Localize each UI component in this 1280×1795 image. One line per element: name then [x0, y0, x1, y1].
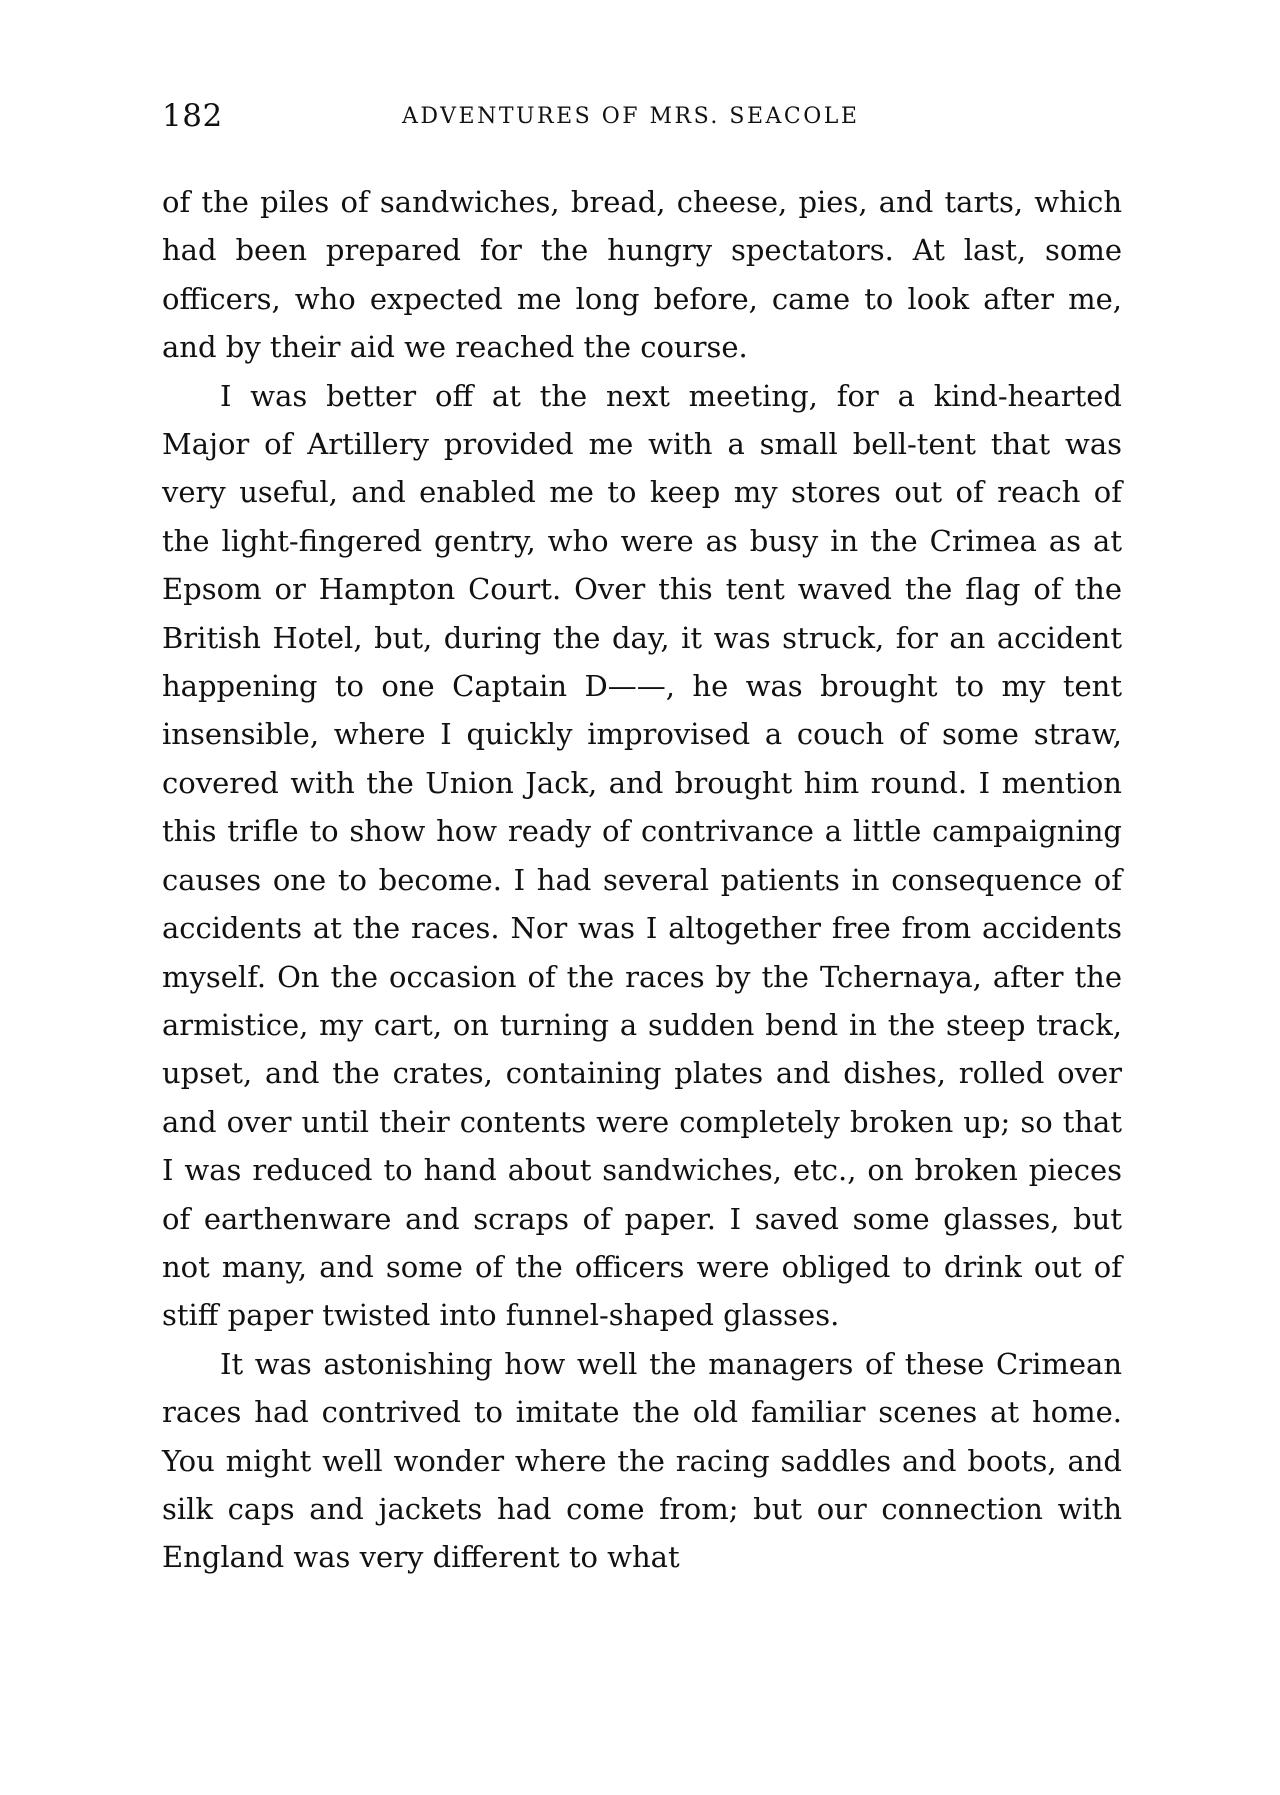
page-number: 182 — [162, 98, 223, 134]
paragraph-crimean-races: It was astonishing how well the managers of these Crimean races had contrived to imitate the old familiar scenes at home. You might well wonder where the racing saddles and boots, and silk caps and jackets had come from; but our connection with England was very different to what — [162, 1346, 1122, 1575]
paragraph-continuation: of the piles of sandwiches, bread, cheese, pies, and tarts, which had been prepared for the hungry spectators. At last, some officers, who expected me long before, came to look after me, and by their aid we reached the course. — [162, 185, 1122, 365]
running-title: ADVENTURES OF MRS. SEACOLE — [402, 104, 860, 129]
paragraph-bell-tent: I was better off at the next meeting, for a kind-hearted Major of Artillery provided me with a small bell-tent that was very useful, and enabled me to keep my stores out of reach of the light-fingered gentry, who were as busy in the Crimea as at Epsom or Hampton Court. Over this tent waved the flag of the British Hotel, but, during the day, it was struck, for an accident happening to one Captain D——, he was brought to my tent insensible, where I quickly improvised a couch of some straw, covered with the Union Jack, and brought him round. I mention this trifle to show how ready of contrivance a little campaigning causes one to become. I had several patients in consequence of accidents at the races. Nor was I altogether free from accidents myself. On the occasion of the races by the Tchernaya, after the armistice, my cart, on turning a sudden bend in the steep track, upset, and the crates, containing plates and dishes, rolled over and over until their contents were completely broken up; so that I was reduced to hand about sandwiches, etc., on broken pieces of earthenware and scraps of paper. I saved some glasses, but not many, and some of the officers were obliged to drink out of stiff paper twisted into funnel-shaped glasses. — [162, 378, 1122, 1333]
body-text — [162, 178, 1122, 1582]
page-header — [162, 96, 1124, 144]
